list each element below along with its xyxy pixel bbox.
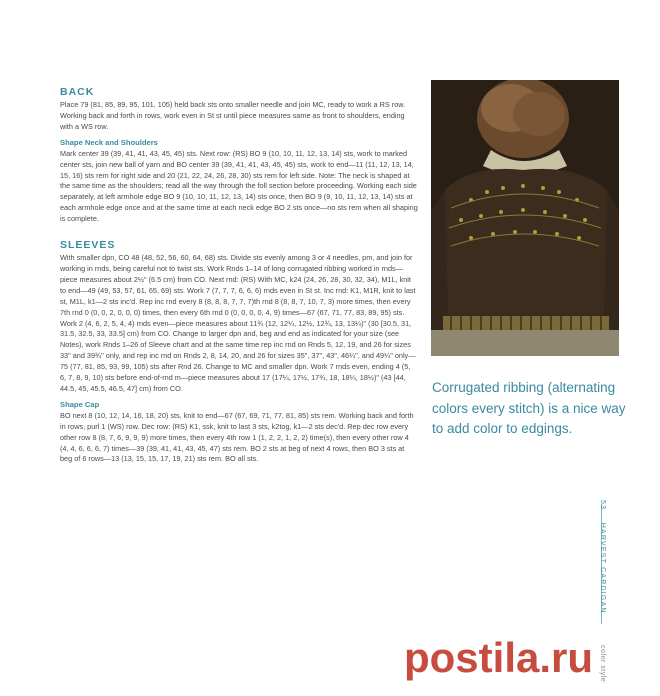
photo-caption: Corrugated ribbing (alternating colors every stitch) is a nice way to add color to edgings. bbox=[432, 380, 626, 436]
cardigan-back-photo bbox=[431, 80, 619, 356]
shape-neck-heading: Shape Neck and Shoulders bbox=[60, 137, 158, 147]
book-name: color style bbox=[599, 645, 606, 683]
text-column bbox=[60, 86, 418, 465]
watermark-logo bbox=[398, 632, 648, 682]
back-paragraph: Place 79 (81, 85, 89, 95, 101, 105) held back sts onto smaller needle and join MC, ready to work a RS row. Working back and forth in rows, work even in St st until piece measures same as front to shoulders, ending with a WS row. bbox=[60, 100, 406, 131]
shape-cap-heading: Shape Cap bbox=[60, 399, 100, 409]
running-footer bbox=[599, 500, 606, 683]
back-heading: BACK bbox=[60, 86, 95, 98]
watermark-graphic bbox=[398, 632, 648, 682]
shape-cap-paragraph: BO next 8 (10, 12, 14, 16, 18, 20) sts, knit to end—67 (67, 69, 71, 77, 81, 85) sts rem. Working back and forth in rows, purl 1 (WS) row. Dec row: (RS) K1, ssk, knit to last 3 sts, k2tog, k1—2 sts dec'd. Rep dec row every other row 8 (8, 7, 6, 9, 9, 9) more times, then every 4th row 1 (1, 2, 2, 1, 2, 2) time(s), then every other row 4 (4, 4, 6, 6, 6, 7) times—39 (39, 41, 41, 43, 45, 47) sts rem. BO 2 sts at beg of next 4 rows, then BO 3 sts at beg of 6 rows—13 (13, 15, 15, 17, 19, 21) sts rem. BO all sts. bbox=[60, 410, 414, 464]
cardigan-illustration bbox=[431, 80, 619, 356]
shape-neck-paragraph: Mark center 39 (39, 41, 41, 43, 45, 45) sts. Next row: (RS) BO 9 (10, 10, 11, 12, 13, 14) sts, work to marked center sts, join new ball of yarn and BO center 39 (39, 41, 41, 43, 45, 45) sts, work to end—11 (11, 12, 13, 14, 15, 16) sts rem for right side and 20 (21, 22, 24, 26, 28, 30) sts rem for left side. Note: The neck is shaped at the same time as the shoulders; read all the way through the foll section before proceeding. Working each side separately, at left armhole edge BO 9 (10, 10, 11, 12, 13, 14) sts once, then BO 9 (9, 10, 11, 12, 13, 14) sts at each armhole edge once and at the same time at each neck edge BO 2 sts once—no sts rem when all shaping is complete. bbox=[60, 148, 418, 224]
watermark-text: postila.ru bbox=[404, 634, 594, 681]
sleeves-paragraph: With smaller dpn, CO 48 (48, 52, 56, 60, 64, 68) sts. Divide sts evenly among 3 or 4 needles, pm, and join for working in rnds, being careful not to twist sts. Work Rnds 1–14 of long corrugated ribbing worked in rnds—piece measures about 2½" (6.5 cm) from CO. Next rnd: (RS) With MC, k24 (24, 26, 28, 30, 32, 34), M1L, knit to end—49 (49, 53, 57, 61, 65, 69) sts. Work 7 (7, 7, 7, 6, 6, 6) rnds even in St st. Inc rnd: K1, M1R, knit to last st, M1L, k1—2 sts inc'd. Rep inc rnd every 8 (8, 8, 8, 7, 7, 7)th rnd 8 (8, 8, 7, 10, 7, 3) more times, then every 7th rnd 0 (0, 0, 2, 0, 0, 0) times, then every 6th rnd 0 (0, 0, 0, 0, 4, 9) times—67 (67, 71, 77, 83, 89, 95) sts. Work 2 (4, 6, 2, 5, 4, 4) rnds even—piece measures about 11¾ (12, 12¼, 12½, 12¾, 13, 13¼)" (30 [30.5, 31, 31.5, 32.5, 33, 33.5] cm) from CO. Change to larger dpn and, beg and end as indicated for your size (see Notes), work Rnds 1–26 of Sleeve chart and at the same time rep inc rnd on Rnds 5, 12, 19, and 26 for sizes 33" and 39¾" only, and rep inc rnd on Rnds 2, 8, 14, 20, and 26 for sizes 35", 37", 43", 46¼", and 49¼" only—75 (77, 81, 85, 93, 99, 105) sts after Rnd 26. Change to MC and smaller dpn. Work 7 rnds even, ending 4 (5, 6, 7, 8, 9, 10) sts before end-of-rnd m—piece measures about 17 (17¼, 17½, 17¾, 18, 18¼, 18½)" (43 [44, 44.5, 45, 45.5, 46.5, 47] cm) from CO. bbox=[60, 253, 416, 393]
page-number: 53 bbox=[599, 500, 606, 511]
sleeves-heading: SLEEVES bbox=[60, 239, 116, 252]
pattern-name: HARVEST CARDIGAN bbox=[599, 522, 606, 614]
